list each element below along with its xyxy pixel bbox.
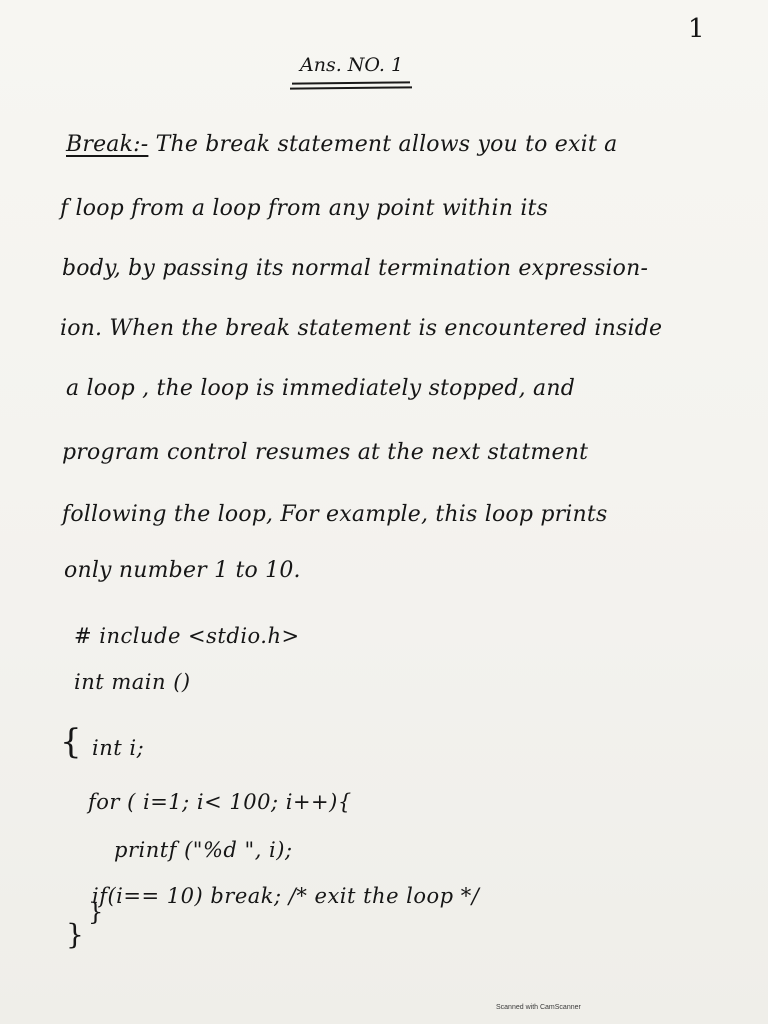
heading-underline — [292, 81, 410, 84]
paragraph-line-2: f loop from a loop from any point within its — [60, 196, 549, 221]
paragraph-line-4: ion. When the break statement is encountered inside — [60, 316, 663, 341]
scanner-watermark: Scanned with CamScanner — [496, 1004, 581, 1011]
code-inner-close-brace: } — [88, 898, 104, 926]
paragraph-line-3: body, by passing its normal termination expression- — [62, 256, 649, 281]
code-line-for: for ( i=1; i< 100; i++){ — [88, 790, 352, 814]
code-line-main: int main () — [74, 670, 191, 694]
code-line-include: # include <stdio.h> — [74, 624, 300, 648]
heading-underline-double — [290, 86, 412, 89]
page-number: 1 — [688, 14, 705, 44]
paragraph-line-text: The break statement allows you to exit a — [155, 132, 618, 157]
paragraph-line-7: following the loop, For example, this loop prints — [62, 502, 608, 527]
answer-heading: Ans. NO. 1 — [300, 54, 404, 76]
code-outer-close-brace: } — [66, 918, 84, 951]
paragraph-line-8: only number 1 to 10. — [64, 558, 301, 583]
break-term: Break:- — [66, 132, 149, 157]
paragraph-line-5: a loop , the loop is immediately stopped, and — [66, 376, 575, 401]
code-line-declaration: int i; — [92, 736, 145, 760]
paragraph-line-6: program control resumes at the next statment — [62, 440, 589, 465]
code-line-printf: printf ("%d ", i); — [114, 838, 293, 862]
code-line-if-break: if(i== 10) break; /* exit the loop */ — [92, 884, 480, 908]
paragraph-line-1 — [66, 132, 617, 157]
code-open-brace: { — [60, 722, 82, 762]
